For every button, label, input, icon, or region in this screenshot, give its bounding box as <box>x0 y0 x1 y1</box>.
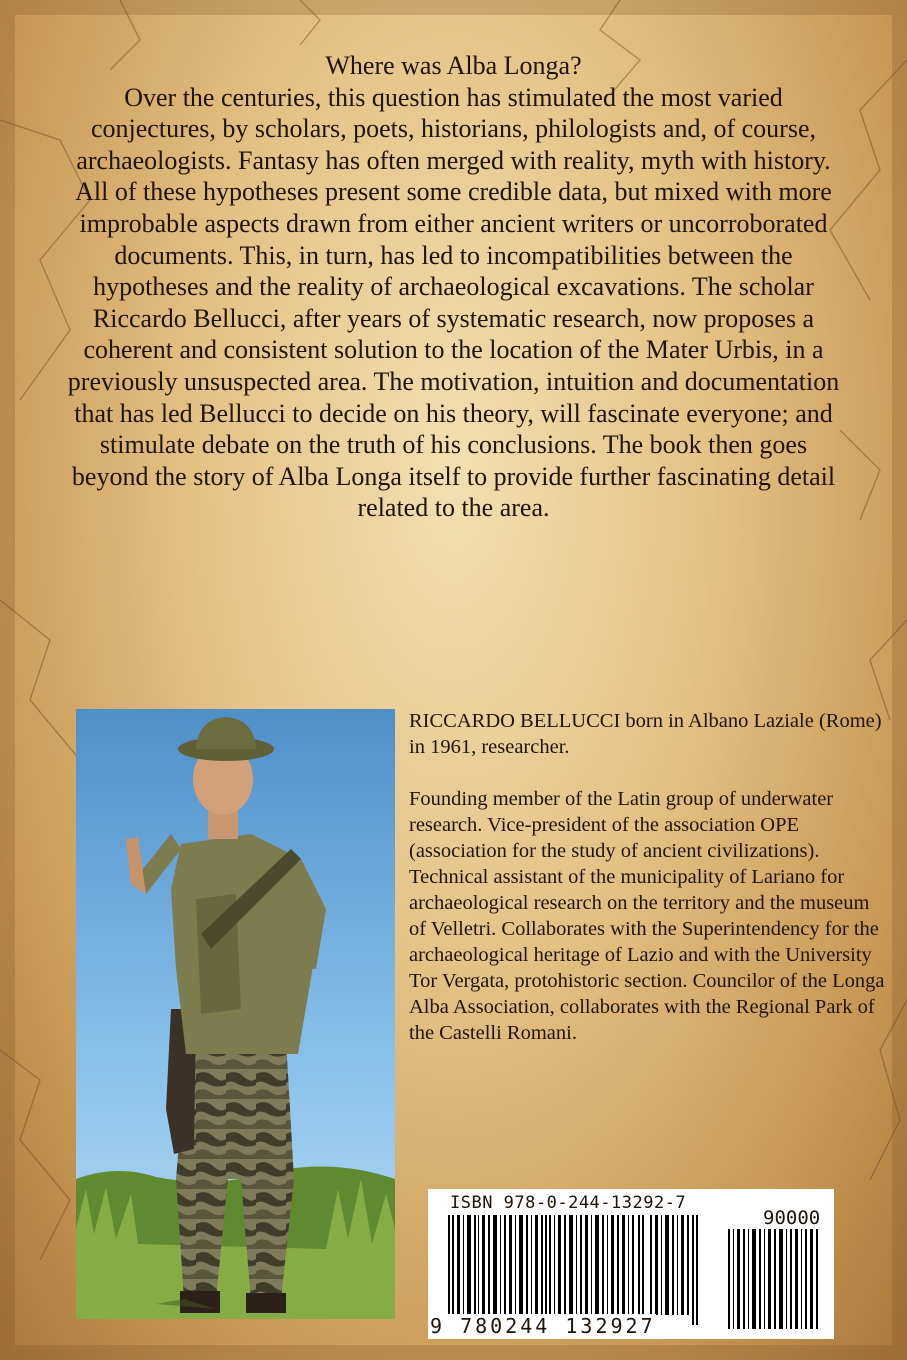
blurb-paragraph-1: Over the centuries, this question has stimulated the most varied conjectures, by scholars, poets, historians, philologists and, of course, archaeologists. Fantasy has often merged with reality, myth with history. <box>76 82 831 175</box>
author-bio <box>409 708 889 1072</box>
price-code: 90000 <box>763 1207 821 1229</box>
author-photo <box>76 709 395 1319</box>
blurb-heading: Where was Alba Longa? <box>325 51 582 80</box>
author-intro: RICCARDO BELLUCCI born in Albano Laziale (Rome) in 1961, researcher. <box>409 710 882 758</box>
blurb <box>60 50 847 524</box>
blurb-paragraph-2: All of these hypotheses present some credible data, but mixed with more improbable aspects drawn from either ancient writers or uncorroborated documents. This, in turn, has led to incompatibilities between the hypotheses and the reality of archaeological excavations. The scholar Riccardo Bellucci, after years of systematic research, now proposes a coherent and consistent solution to the location of the Mater Urbis, in a previously unsuspected area. The motivation, intuition and documentation that has led Bellucci to decide on his theory, will fascinate everyone; and stimulate debate on the truth of his conclusions. The book then goes beyond the story of Alba Longa itself to provide further fascinating detail related to the area. <box>67 177 840 523</box>
barcode-digits: 9 780244 132927 <box>430 1314 656 1338</box>
isbn-barcode <box>428 1189 834 1339</box>
author-biography: Founding member of the Latin group of underwater research. Vice-president of the association OPE (association for the study of ancient civilizations). Technical assistant of the municipality of Lariano for archaeological research on the territory and the museum of Velletri. Collaborates with the Superintendency for the archaeological heritage of Lazio and with the University Tor Vergata, protohistoric section. Councilor of the Longa Alba Association, collaborates with the Regional Park of the Castelli Romani. <box>409 788 885 1044</box>
isbn-label: ISBN 978-0-244-13292-7 <box>450 1193 687 1213</box>
